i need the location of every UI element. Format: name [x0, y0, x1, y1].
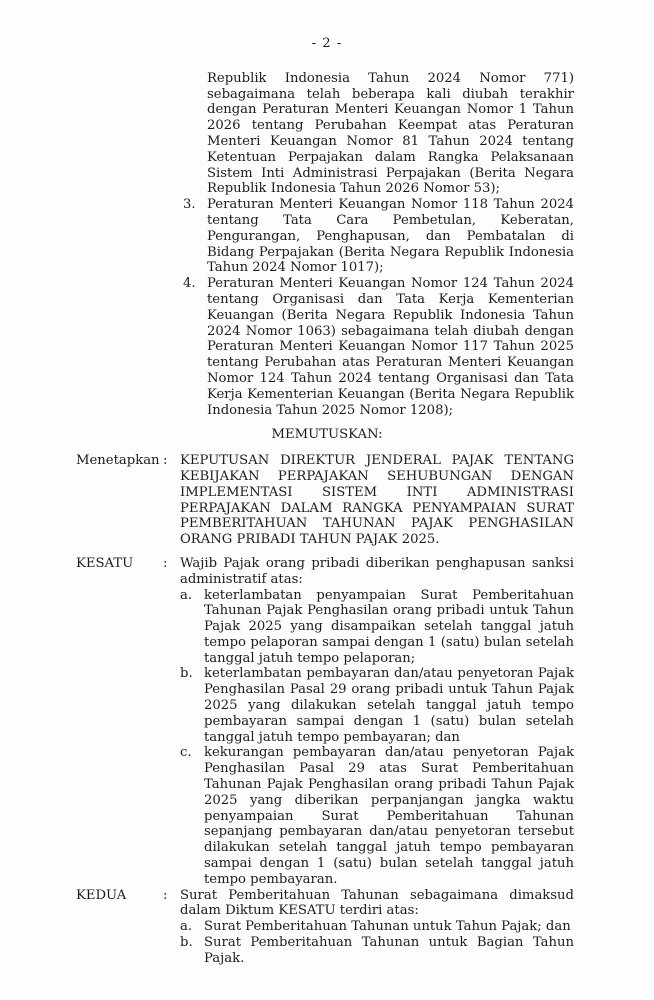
dictum-colon: : — [163, 453, 168, 469]
dictum-sub-item — [180, 935, 574, 967]
sub-item-marker: b. — [180, 935, 193, 951]
item-number: 4. — [183, 276, 196, 292]
dictum-text: Wajib Pajak orang pribadi diberikan penghapusan sanksi administratif atas: — [180, 555, 574, 587]
dicta-section — [76, 453, 574, 967]
legal-basis-list — [183, 71, 574, 419]
sub-item-marker: a. — [180, 919, 193, 935]
dictum-sub-item — [180, 588, 574, 667]
sub-item-text: keterlambatan penyampaian Surat Pemberitahuan Tahunan Pajak Penghasilan orang pribadi untuk Tahun Pajak 2025 yang disampaikan setelah tanggal jatuh tempo pelaporan sampai dengan 1 (satu) bulan setelah tanggal jatuh tempo pelaporan; — [204, 587, 574, 666]
dictum-colon: : — [163, 887, 168, 903]
decision-heading: MEMUTUSKAN: — [271, 427, 383, 443]
dictum-body — [180, 888, 574, 967]
sub-item-text: Surat Pemberitahuan Tahunan untuk Tahun Pajak; dan — [204, 919, 571, 935]
sub-item-marker: b. — [180, 666, 193, 682]
page-number: - 2 - — [311, 36, 343, 51]
dictum-label: KEDUA — [76, 887, 127, 903]
legal-basis-item — [183, 276, 574, 418]
dictum-label: Menetapkan — [76, 453, 160, 469]
legal-basis-item — [183, 197, 574, 276]
dictum-body — [180, 556, 574, 888]
sub-item-marker: c. — [180, 745, 192, 761]
dictum-body — [180, 453, 574, 548]
dictum-sub-item — [180, 666, 574, 745]
sub-item-text: keterlambatan pembayaran dan/atau penyetoran Pajak Penghasilan Pasal 29 orang pribadi untuk Tahun Pajak 2025 yang dilakukan setelah tanggal jatuh tempo pembayaran sampai dengan 1 (satu) bulan setelah tanggal jatuh tempo pembayaran; dan — [204, 666, 574, 745]
dictum-label: KESATU — [76, 555, 134, 571]
sub-item-text: kekurangan pembayaran dan/atau penyetoran Pajak Penghasilan Pasal 29 atas Surat Pemberitahuan Tahunan Pajak Penghasilan orang pribadi Tahun Pajak 2025 yang diberikan perpanjangan jangka waktu penyampaian Surat Pemberitahuan Tahunan sepanjang pembayaran dan/atau penyetoran tersebut dilakukan setelah tanggal jatuh tempo pembayaran sampai dengan 1 (satu) bulan setelah tanggal jatuh tempo pembayaran. — [204, 745, 574, 887]
item-text: Peraturan Menteri Keuangan Nomor 124 Tahun 2024 tentang Organisasi dan Tata Kerja Kementerian Keuangan (Berita Negara Republik Indonesia Tahun 2024 Nomor 1063) sebagaimana telah diubah dengan Peraturan Menteri Keuangan Nomor 117 Tahun 2025 tentang Perubahan atas Peraturan Menteri Keuangan Nomor 124 Tahun 2024 tentang Organisasi dan Tata Kerja Kementerian Keuangan (Berita Negara Republik Indonesia Tahun 2025 Nomor 1208); — [207, 276, 574, 418]
dictum-row — [76, 888, 574, 967]
dictum-row — [76, 453, 574, 548]
dictum-text: Surat Pemberitahuan Tahunan sebagaimana dimaksud dalam Diktum KESATU terdiri atas: — [180, 887, 574, 919]
dictum-sub-item — [180, 745, 574, 887]
dictum-colon: : — [163, 555, 168, 571]
dictum-text: KEPUTUSAN DIREKTUR JENDERAL PAJAK TENTANG KEBIJAKAN PERPAJAKAN SEHUBUNGAN DENGAN IMPLEMENTASI SISTEM INTI ADMINISTRASI PERPAJAKAN DALAM RANGKA PENYAMPAIAN SURAT PEMBERITAHUAN TAHUNAN PAJAK PENGHASILAN ORANG PRIBADI TAHUN PAJAK 2025. — [180, 453, 574, 548]
sub-item-marker: a. — [180, 587, 193, 603]
sub-item-text: Surat Pemberitahuan Tahunan untuk Bagian Tahun Pajak. — [204, 935, 574, 966]
legal-basis-items — [183, 197, 574, 418]
dictum-row — [76, 556, 574, 888]
item-number: 3. — [183, 197, 196, 213]
dictum-sub-item — [180, 919, 574, 935]
legal-basis-continuation: Republik Indonesia Tahun 2024 Nomor 771) sebagaimana telah beberapa kali diubah terakhir dengan Peraturan Menteri Keuangan Nomor 1 Tahun 2026 tentang Perubahan Keempat atas Peraturan Menteri Keuangan Nomor 81 Tahun 2024 tentang Ketentuan Perpajakan dalam Rangka Pelaksanaan Sistem Inti Administrasi Perpajakan (Berita Negara Republik Indonesia Tahun 2026 Nomor 53); — [207, 70, 574, 197]
item-text: Peraturan Menteri Keuangan Nomor 118 Tahun 2024 tentang Tata Cara Pembetulan, Keberatan, Pengurangan, Penghapusan, dan Pembatalan di Bidang Perpajakan (Berita Negara Republik Indonesia Tahun 2024 Nomor 1017); — [207, 197, 574, 276]
